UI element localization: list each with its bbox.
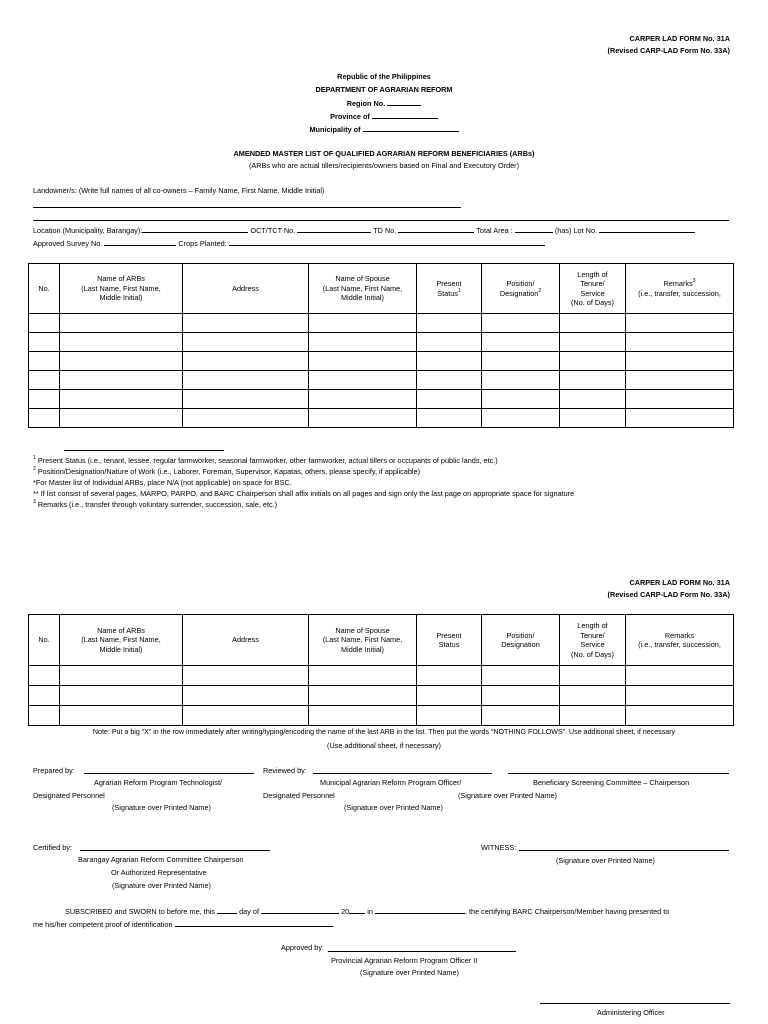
lot-blank[interactable] [599, 225, 695, 233]
footnote-divider [64, 450, 224, 451]
table-row[interactable] [29, 390, 734, 409]
region-blank[interactable] [387, 98, 421, 106]
col-status: Present Status$^1$ [417, 264, 482, 314]
form-code-title: CARPER LAD FORM No. 31A [629, 34, 730, 43]
sworn-place-blank[interactable] [375, 906, 465, 914]
footnote-1: $^1$ Present Status (i.e., tenant, lessee, regular farmworker, seasonal farmworker, other farmworker, actual tillers or occupants of public lands, etc.) [33, 455, 498, 465]
municipality-blank[interactable] [363, 124, 459, 132]
bsc-title: Beneficiary Screening Committee – Chairperson [533, 778, 690, 787]
reviewed-sig-note: (Signature over Printed Name) [344, 803, 443, 812]
note-line-1: Note: Put a big “X” in the row immediately after writing/typing/encoding the name of the last ARB in the list. Then put the words “NOTHING FOLLOWS”. Use additional sheet, if necessary [92, 728, 676, 736]
reviewed-by-signature-line[interactable] [313, 773, 492, 774]
certified-by-label: Certified by: [33, 843, 72, 852]
landowner-line-1[interactable] [33, 207, 461, 208]
certified-sig-note: (Signature over Printed Name) [112, 881, 211, 890]
col-position: Position/ Designation [482, 615, 560, 666]
admin-officer-title: Administering Officer [597, 1008, 665, 1017]
arb-table-1 [28, 263, 734, 428]
form-title: AMENDED MASTER LIST OF QUALIFIED AGRARIAN REFORM BENEFICIARIES (ARBs) [233, 149, 535, 158]
prepared-by-signature-line[interactable] [84, 773, 254, 774]
col-status: Present Status [417, 615, 482, 666]
col-address: Address [183, 264, 309, 314]
prepared-by-label: Prepared by: [33, 766, 75, 775]
location-row: Location (Municipality, Barangay): OCT/TCT No. TD No. Total Area : (has) Lot No. [33, 225, 695, 235]
table-row[interactable] [29, 706, 734, 726]
col-name: Name of ARBs (Last Name, First Name, Middle Initial) [60, 264, 183, 314]
crops-blank[interactable] [229, 238, 545, 246]
td-blank[interactable] [398, 225, 474, 233]
prepared-by-title: Agrarian Reform Program Technologist/ [94, 778, 223, 787]
col-no: No. [29, 615, 60, 666]
col-spouse: Name of Spouse (Last Name, First Name, Middle Initial) [309, 264, 417, 314]
id-proof-blank[interactable] [175, 919, 333, 927]
survey-blank[interactable] [104, 238, 176, 246]
sworn-line-2: me his/her competent proof of identification . [33, 920, 335, 929]
note-line-2: (Use additional sheet, if necessary) [327, 741, 441, 750]
col-spouse: Name of Spouse (Last Name, First Name, Middle Initial) [309, 615, 417, 666]
table-row[interactable] [29, 666, 734, 686]
footnote-2: $^2$ Position/Designation/Nature of Work (i.e., Laborer, Foreman, Supervisor, Kapatas, others, please specify, if applicable) [33, 466, 421, 476]
col-no: No. [29, 264, 60, 314]
reviewed-by-label: Reviewed by: [263, 766, 307, 775]
municipality-line: Municipality of [0, 124, 768, 134]
footnote-5: $^3$ Remarks (i.e., transfer through voluntary surrender, succession, sale, etc.) [33, 499, 278, 509]
department-heading: DEPARTMENT OF AGRARIAN REFORM [315, 85, 453, 94]
bsc-sig-note: (Signature over Printed Name) [458, 791, 557, 800]
reviewed-by-title: Municipal Agrarian Reform Program Officer/ [320, 778, 462, 787]
col-remarks: Remarks$^3$ (i.e., transfer, succession, [626, 264, 734, 314]
approved-by-signature-line[interactable] [328, 951, 516, 952]
footnote-3: *For Master list of Individual ARBs, place N/A (not applicable) on space for BSC. [33, 478, 292, 487]
form-code-title-2: CARPER LAD FORM No. 31A [629, 578, 730, 587]
sworn-line-1: SUBSCRIBED and SWORN to before me, this day of 20 in , the certifying BARC Chairperson/Member having presented to [65, 907, 670, 916]
form-code-revised: (Revised CARP-LAD Form No. 33A) [607, 46, 730, 55]
reviewed-by-title-2: Designated Personnel [263, 791, 335, 800]
oct-tct-blank[interactable] [297, 225, 371, 233]
approved-by-title: Provincial Agrarian Reform Program Officer II [331, 956, 478, 965]
col-remarks: Remarks (i.e., transfer, succession, [626, 615, 734, 666]
prepared-sig-note: (Signature over Printed Name) [112, 803, 211, 812]
arb-table-2 [28, 614, 734, 726]
total-area-blank[interactable] [515, 225, 553, 233]
certified-by-title-2: Or Authorized Representative [111, 868, 207, 877]
province-blank[interactable] [372, 111, 438, 119]
region-line: Region No. [0, 98, 768, 108]
prepared-by-title-2: Designated Personnel [33, 791, 105, 800]
col-address: Address [183, 615, 309, 666]
admin-officer-signature-line[interactable] [540, 1003, 730, 1004]
table-header-row [29, 615, 734, 666]
certified-by-title: Barangay Agrarian Reform Committee Chairperson [78, 855, 244, 864]
province-line: Province of [0, 111, 768, 121]
sworn-year-blank[interactable] [349, 906, 365, 914]
certified-by-signature-line[interactable] [80, 850, 270, 851]
col-length: Length of Tenure/ Service (No. of Days) [560, 615, 626, 666]
table-row[interactable] [29, 409, 734, 428]
sworn-month-blank[interactable] [261, 906, 339, 914]
form-subtitle: (ARBs who are actual tillers/recipients/owners based on Final and Executory Order) [248, 161, 520, 170]
survey-row: Approved Survey No. Crops Planted: [33, 238, 545, 248]
table-row[interactable] [29, 371, 734, 390]
landowner-line-2[interactable] [33, 220, 729, 221]
sworn-day-blank[interactable] [217, 906, 237, 914]
table-row[interactable] [29, 686, 734, 706]
table-row[interactable] [29, 333, 734, 352]
table-row[interactable] [29, 314, 734, 333]
col-position: Position/ Designation$^2$ [482, 264, 560, 314]
republic-heading: Republic of the Philippines [337, 72, 431, 81]
form-code-revised-2: (Revised CARP-LAD Form No. 33A) [607, 590, 730, 599]
landowner-label: Landowner/s: (Write full names of all co-owners – Family Name, First Name, Middle Initial) [33, 186, 325, 195]
table-header-row [29, 264, 734, 314]
table-row[interactable] [29, 352, 734, 371]
witness-signature-line[interactable] [519, 850, 729, 851]
col-name: Name of ARBs (Last Name, First Name, Middle Initial) [60, 615, 183, 666]
approved-sig-note: (Signature over Printed Name) [360, 968, 459, 977]
witness-sig-note: (Signature over Printed Name) [556, 856, 655, 865]
footnote-4: ** If list consist of several pages, MARPO, PARPO, and BARC Chairperson shall affix initials on all pages and sign only the last page on appropriate space for signature [33, 489, 575, 498]
witness-label: WITNESS: [481, 843, 517, 852]
approved-by-label: Approved by: [281, 943, 324, 952]
location-blank[interactable] [142, 225, 248, 233]
col-length: Length of Tenure/ Service (No. of Days) [560, 264, 626, 314]
bsc-signature-line[interactable] [508, 773, 729, 774]
